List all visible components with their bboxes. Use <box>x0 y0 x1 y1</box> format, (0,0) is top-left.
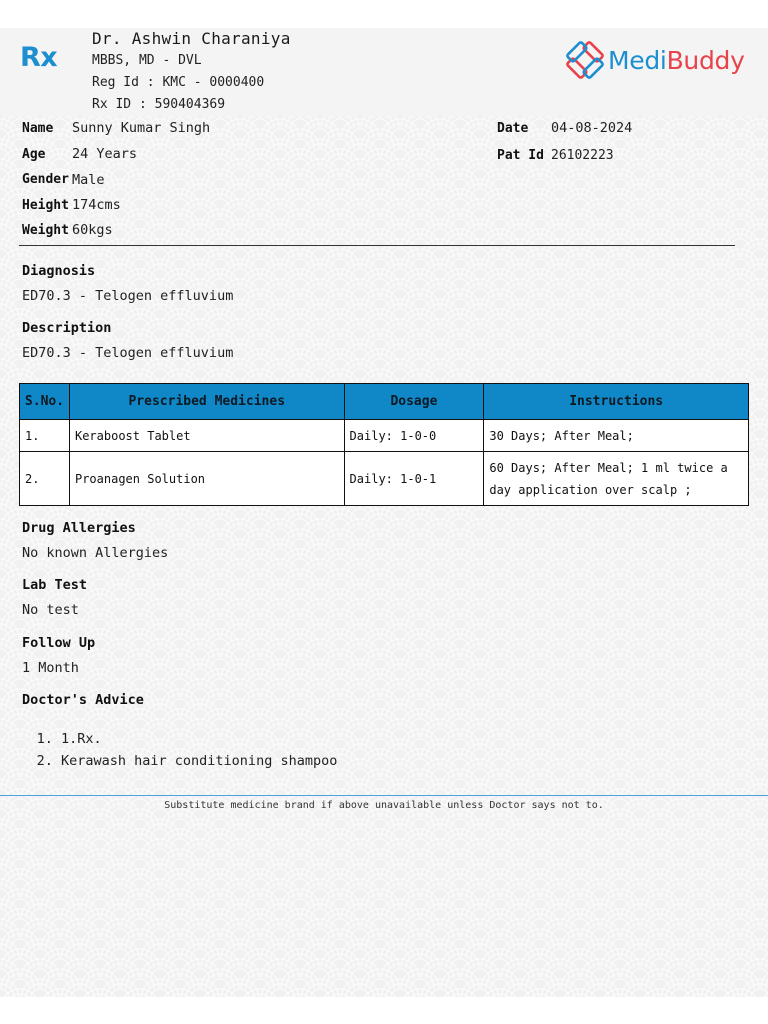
table-row <box>20 420 749 452</box>
drug-allergies-title: Drug Allergies <box>22 520 136 536</box>
lab-test-text: No test <box>22 602 79 618</box>
doctor-advice-title: Doctor's Advice <box>22 692 144 708</box>
prescription-page <box>0 28 768 997</box>
weight-label: Weight <box>22 223 69 238</box>
patient-id: 26102223 <box>551 148 614 163</box>
footer-divider <box>0 795 768 796</box>
col-header-medicine: Prescribed Medicines <box>69 384 344 420</box>
cell-instructions: 60 Days; After Meal; 1 ml twice a day application over scalp ; <box>484 452 749 506</box>
cell-sno: 1. <box>20 420 70 452</box>
height-label: Height <box>22 198 69 213</box>
medibuddy-logo <box>566 40 745 80</box>
lab-test-title: Lab Test <box>22 577 88 593</box>
cell-medicine: Keraboost Tablet <box>69 420 344 452</box>
diagnosis-title: Diagnosis <box>22 263 96 279</box>
cell-medicine: Proanagen Solution <box>69 452 344 506</box>
cell-dosage: Daily: 1-0-1 <box>344 452 484 506</box>
patient-age: 24 Years <box>72 146 138 162</box>
cell-sno: 2. <box>20 452 70 506</box>
divider <box>19 245 735 246</box>
diagnosis-text: ED70.3 - Telogen effluvium <box>22 288 234 304</box>
patient-height: 174cms <box>72 197 121 213</box>
name-label: Name <box>22 121 54 136</box>
patient-name: Sunny Kumar Singh <box>72 120 211 136</box>
date-label: Date <box>497 121 529 136</box>
description-title: Description <box>22 320 112 336</box>
patient-gender: Male <box>72 172 105 188</box>
follow-up-title: Follow Up <box>22 635 96 651</box>
doctor-reg-id: Reg Id : KMC - 0000400 <box>92 75 265 90</box>
col-header-instructions: Instructions <box>484 384 749 420</box>
gender-label: Gender <box>22 172 69 187</box>
col-header-dosage: Dosage <box>344 384 484 420</box>
brand-text-buddy: Buddy <box>666 45 745 75</box>
table-header-row <box>20 384 749 420</box>
doctor-name: Dr. Ashwin Charaniya <box>92 29 291 48</box>
list-item: 1. 1.Rx. <box>61 728 337 750</box>
pat-id-label: Pat Id <box>497 148 544 163</box>
medibuddy-logo-icon <box>566 41 604 79</box>
list-item: 2. Kerawash hair conditioning shampoo <box>61 750 337 772</box>
cell-instructions: 30 Days; After Meal; <box>484 420 749 452</box>
drug-allergies-text: No known Allergies <box>22 545 169 561</box>
rx-logo: Rx <box>20 42 58 73</box>
patient-weight: 60kgs <box>72 222 113 238</box>
table-row <box>20 452 749 506</box>
col-header-sno: S.No. <box>20 384 70 420</box>
cell-dosage: Daily: 1-0-0 <box>344 420 484 452</box>
prescription-date: 04-08-2024 <box>551 120 633 136</box>
advice-list <box>22 728 337 772</box>
medicines-table <box>19 383 749 506</box>
brand-text-medi: Medi <box>608 45 667 75</box>
description-text: ED70.3 - Telogen effluvium <box>22 345 234 361</box>
follow-up-text: 1 Month <box>22 660 79 676</box>
age-label: Age <box>22 147 46 162</box>
doctor-qualification: MBBS, MD - DVL <box>92 53 202 68</box>
rx-id: Rx ID : 590404369 <box>92 97 226 112</box>
footer-note: Substitute medicine brand if above unavailable unless Doctor says not to. <box>164 800 604 811</box>
